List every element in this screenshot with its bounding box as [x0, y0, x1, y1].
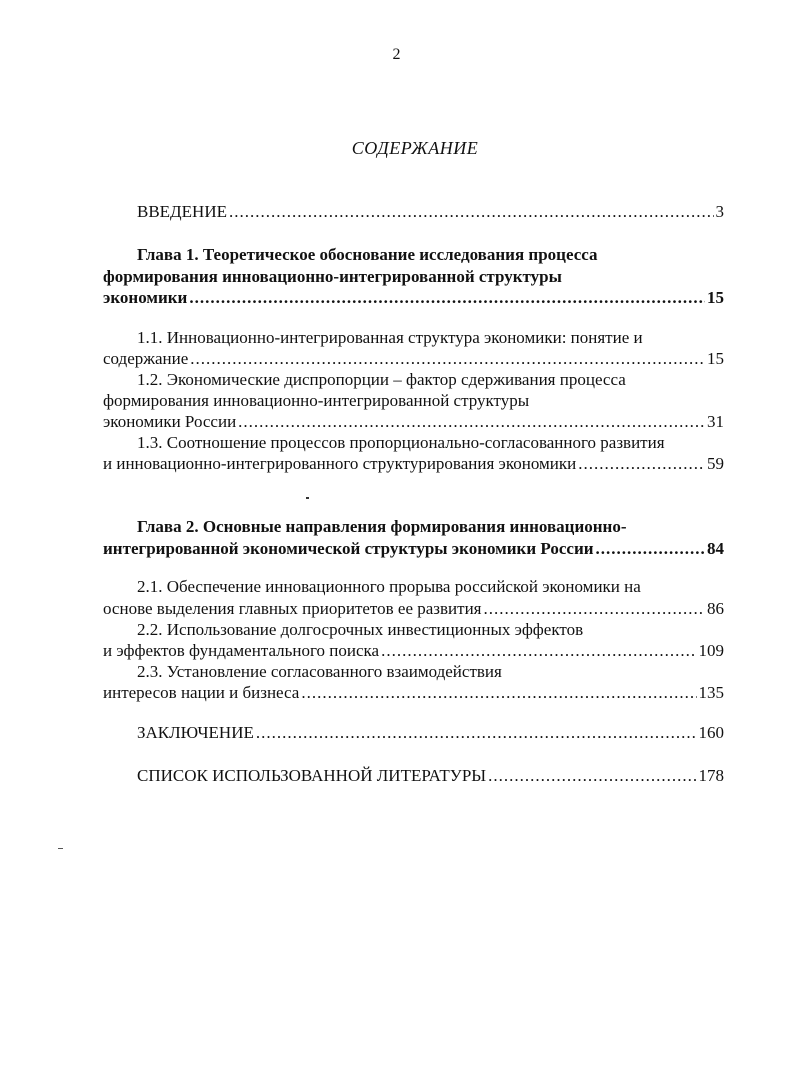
toc-entry-page: 31	[707, 412, 724, 431]
dot-leader	[381, 640, 696, 662]
toc-entry-page: 84	[707, 539, 724, 558]
toc-section-1-1-line-1: 1.1. Инновационно-интегрированная структура экономики: понятие и	[137, 328, 643, 347]
toc-entry-title: экономики	[103, 288, 188, 307]
toc-entry-title: содержание	[103, 349, 189, 368]
toc-entry-section-2-2[interactable]	[103, 640, 724, 662]
dot-leader	[229, 201, 714, 223]
dot-leader	[301, 682, 696, 704]
toc-chapter-1-line-2: формирования инновационно-интегрированной структуры	[103, 267, 562, 286]
page-number: 2	[392, 46, 401, 63]
scan-speck	[58, 848, 63, 849]
toc-entry-page: 15	[707, 349, 724, 368]
toc-entry-title: СПИСОК ИСПОЛЬЗОВАННОЙ ЛИТЕРАТУРЫ	[137, 766, 487, 785]
dot-leader	[596, 538, 705, 560]
toc-entry-title: и эффектов фундаментального поиска	[103, 641, 380, 660]
toc-entry-page: 3	[715, 202, 724, 221]
toc-entry-bibliography[interactable]	[137, 765, 724, 787]
toc-chapter-2-line-1: Глава 2. Основные направления формирования инновационно-	[137, 517, 627, 536]
toc-entry-page: 109	[698, 641, 724, 660]
toc-section-2-2-line-1: 2.2. Использование долгосрочных инвестиционных эффектов	[137, 620, 584, 639]
toc-entry-chapter-1[interactable]	[103, 287, 724, 309]
dot-leader	[578, 453, 705, 475]
toc-entry-chapter-2[interactable]	[103, 538, 724, 560]
toc-entry-title: экономики России	[103, 412, 237, 431]
toc-section-2-3-line-1: 2.3. Установление согласованного взаимодействия	[137, 662, 502, 681]
toc-entry-page: 160	[698, 723, 724, 742]
toc-section-1-2-line-1: 1.2. Экономические диспропорции – фактор сдерживания процесса	[137, 370, 626, 389]
toc-entry-page: 178	[698, 766, 724, 785]
dot-leader	[488, 765, 696, 787]
toc-entry-section-1-1[interactable]	[103, 348, 724, 370]
toc-entry-page: 15	[707, 288, 724, 307]
toc-entry-intro[interactable]	[137, 201, 724, 223]
toc-entry-section-2-3[interactable]	[103, 682, 724, 704]
toc-entry-title: основе выделения главных приоритетов ее развития	[103, 599, 482, 618]
toc-entry-title: интересов нации и бизнеса	[103, 683, 300, 702]
toc-chapter-1-line-1: Глава 1. Теоретическое обоснование исследования процесса	[137, 245, 598, 264]
dot-leader	[190, 348, 705, 370]
toc-title: СОДЕРЖАНИЕ	[351, 138, 479, 158]
toc-section-1-3-line-1: 1.3. Соотношение процессов пропорционально-согласованного развития	[137, 433, 665, 452]
toc-entry-title: ЗАКЛЮЧЕНИЕ	[137, 723, 254, 742]
toc-entry-page: 135	[698, 683, 724, 702]
scan-speck	[306, 497, 309, 499]
dot-leader	[238, 411, 705, 433]
toc-section-1-2-line-2: формирования инновационно-интегрированной структуры	[103, 391, 530, 410]
toc-entry-title: ВВЕДЕНИЕ	[137, 202, 227, 221]
toc-entry-title: и инновационно-интегрированного структурирования экономики	[103, 454, 577, 473]
toc-entry-title: интегрированной экономической структуры экономики России	[103, 539, 594, 558]
toc-entry-section-1-2[interactable]	[103, 411, 724, 433]
toc-entry-section-2-1[interactable]	[103, 598, 724, 620]
toc-section-2-1-line-1: 2.1. Обеспечение инновационного прорыва российской экономики на	[137, 577, 641, 596]
toc-entry-section-1-3[interactable]	[103, 453, 724, 475]
dot-leader	[483, 598, 705, 620]
dot-leader	[189, 287, 705, 309]
toc-entry-conclusion[interactable]	[137, 722, 724, 744]
toc-entry-page: 59	[707, 454, 724, 473]
toc-entry-page: 86	[707, 599, 724, 618]
dot-leader	[256, 722, 697, 744]
